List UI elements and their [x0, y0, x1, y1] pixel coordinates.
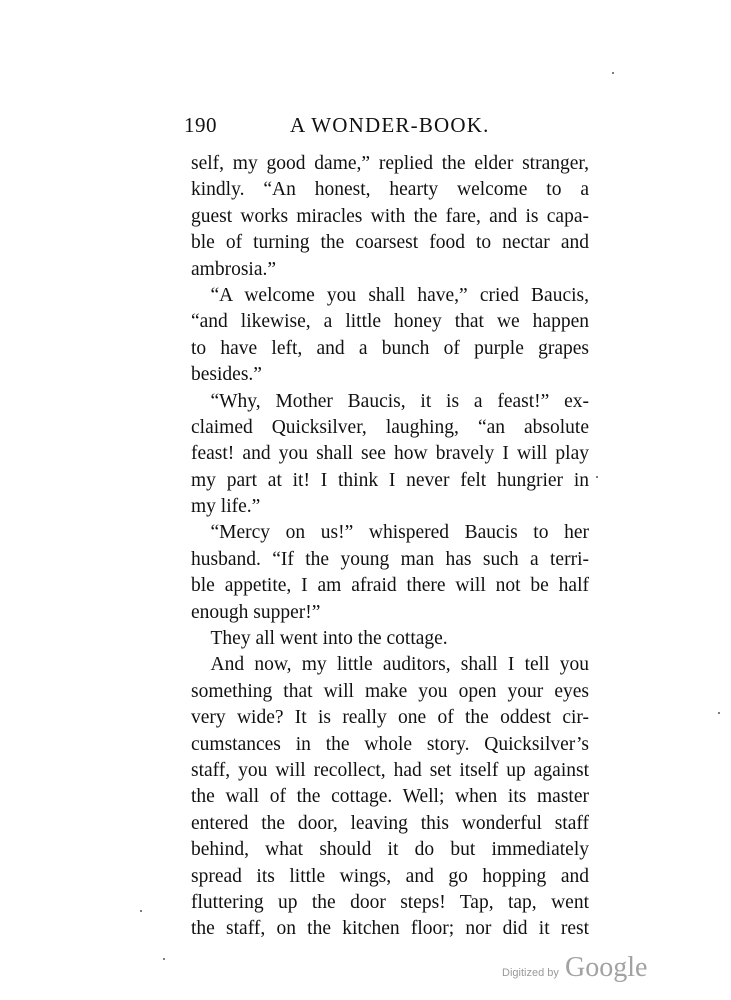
- text-line: enough supper!”: [191, 601, 321, 623]
- text-line: self, my good dame,” replied the elder stranger,: [191, 153, 589, 174]
- text-line: guest works miracles with the fare, and is capa-: [191, 205, 589, 227]
- text-line: “A welcome you shall have,” cried Baucis,: [191, 284, 589, 306]
- digitized-watermark: [497, 952, 687, 986]
- text-line: besides.”: [191, 364, 262, 386]
- text-line: entered the door, leaving this wonderful staff: [191, 812, 589, 834]
- body-text: [191, 151, 589, 943]
- text-line: to have left, and a bunch of purple grapes: [191, 337, 589, 359]
- text-line: my life.”: [191, 496, 261, 518]
- text-line: They all went into the cottage.: [191, 628, 448, 650]
- text-line: ble appetite, I am afraid there will not be half: [191, 575, 589, 597]
- text-line: the staff, on the kitchen floor; nor did it rest: [191, 918, 589, 940]
- text-line: feast! and you shall see how bravely I will play: [191, 443, 589, 465]
- text-line: ambrosia.”: [191, 258, 277, 280]
- scan-speck: [163, 958, 165, 960]
- text-line: cumstances in the whole story. Quicksilver’s: [191, 733, 589, 755]
- scan-speck: [718, 712, 720, 714]
- watermark-small-text: Digitized by: [502, 967, 559, 979]
- text-line: “and likewise, a little honey that we happen: [191, 311, 589, 333]
- text-line: fluttering up the door steps! Tap, tap, went: [191, 891, 589, 913]
- text-line: my part at it! I think I never felt hungrier in: [191, 469, 589, 491]
- running-head: A WONDER-BOOK.: [290, 113, 490, 137]
- text-line: something that will make you open your eyes: [191, 680, 589, 702]
- text-line: husband. “If the young man has such a terri-: [191, 548, 589, 570]
- text-line: And now, my little auditors, shall I tell you: [191, 654, 589, 676]
- text-line: claimed Quicksilver, laughing, “an absolute: [191, 416, 589, 438]
- text-line: kindly. “An honest, hearty welcome to a: [191, 179, 589, 201]
- text-line: very wide? It is really one of the oddest cir-: [191, 707, 589, 729]
- text-line: staff, you will recollect, had set itself up against: [191, 759, 589, 781]
- scan-speck: [612, 72, 614, 74]
- text-line: “Why, Mother Baucis, it is a feast!” ex-: [191, 390, 589, 412]
- text-line: behind, what should it do but immediately: [191, 839, 589, 861]
- text-line: ble of turning the coarsest food to nectar and: [191, 232, 589, 254]
- text-line: the wall of the cottage. Well; when its master: [191, 786, 589, 808]
- page-number: 190: [184, 113, 217, 137]
- text-line: “Mercy on us!” whispered Baucis to her: [191, 522, 589, 544]
- google-logo: Google: [565, 952, 648, 983]
- scan-speck: [596, 476, 598, 478]
- scan-speck: [140, 910, 142, 912]
- text-line: spread its little wings, and go hopping and: [191, 865, 589, 887]
- page-header: [184, 113, 589, 143]
